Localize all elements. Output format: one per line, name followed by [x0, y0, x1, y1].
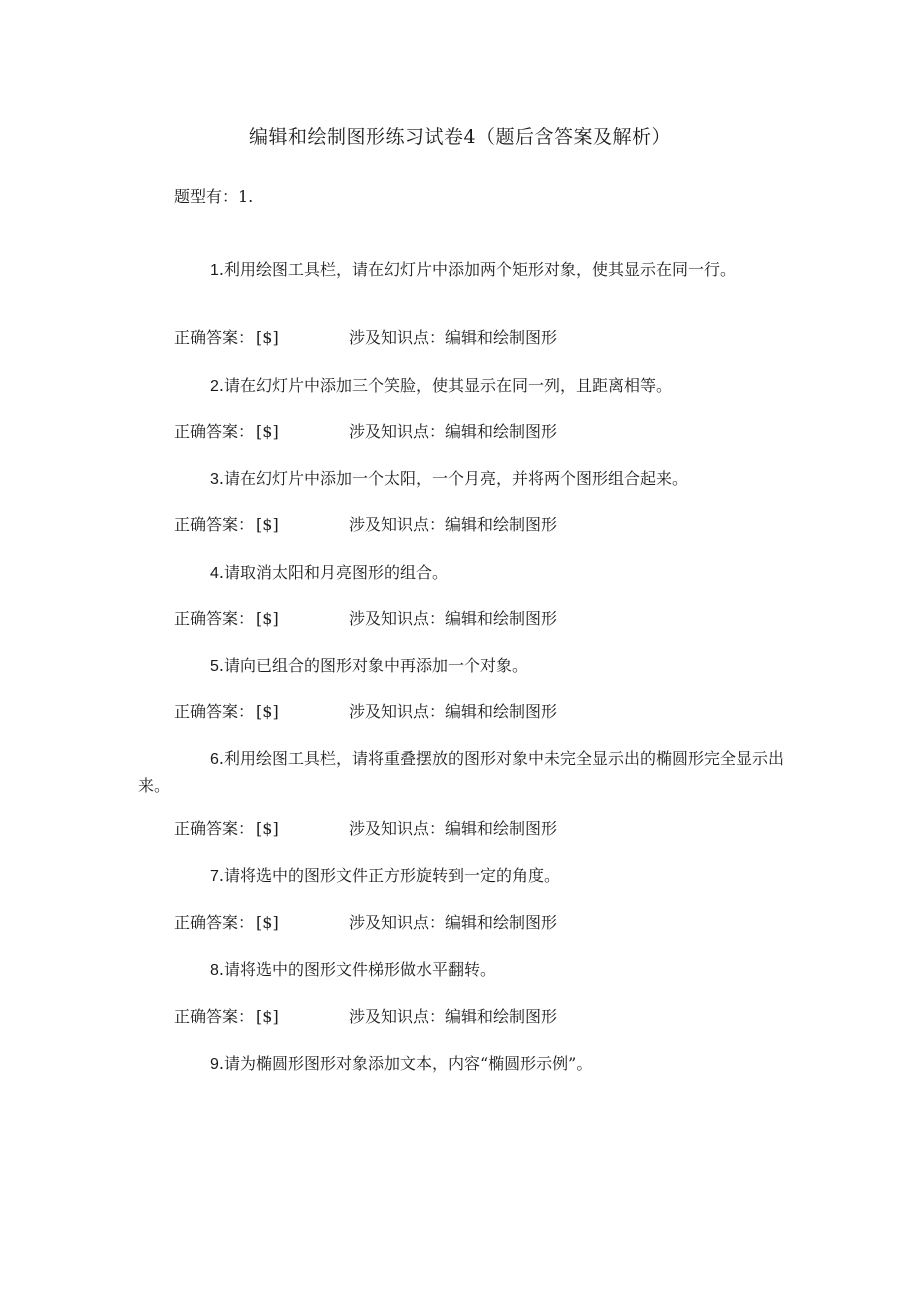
question-9: [138, 1051, 788, 1078]
answer-label: 正确答案：: [174, 913, 255, 932]
answer-value: [$]: [256, 913, 279, 932]
knowledge-point: 涉及知识点：编辑和绘制图形: [349, 1007, 558, 1026]
question-number: 4: [210, 565, 219, 582]
answer-value: [$]: [256, 609, 279, 628]
answer-row-8: [174, 1005, 558, 1029]
knowledge-point: 涉及知识点：编辑和绘制图形: [349, 422, 558, 441]
answer-label: 正确答案：: [174, 1007, 255, 1026]
answer-label: 正确答案：: [174, 515, 255, 534]
question-3: [138, 466, 788, 493]
question-text: .利用绘图工具栏，请将重叠摆放的图形对象中未完全显示出的椭圆形完全显示出来。: [138, 749, 784, 795]
question-text: .请在幻灯片中添加三个笑脸，使其显示在同一列，且距离相等。: [218, 376, 672, 395]
question-number: 2: [210, 378, 219, 395]
question-text: .请向已组合的图形对象中再添加一个对象。: [218, 656, 528, 675]
answer-row-3: [174, 513, 558, 537]
question-number: 5: [210, 658, 219, 675]
question-4: [138, 560, 788, 587]
answer-label: 正确答案：: [174, 328, 255, 347]
answer-value: [$]: [256, 515, 279, 534]
answer-row-7: [174, 911, 558, 935]
question-number: 1: [210, 262, 219, 279]
question-number: 9: [210, 1056, 219, 1073]
question-5: [138, 653, 788, 680]
question-text: .请将选中的图形文件梯形做水平翻转。: [218, 960, 496, 979]
question-text: .请在幻灯片中添加一个太阳，一个月亮，并将两个图形组合起来。: [218, 469, 688, 488]
question-7: [138, 863, 788, 890]
question-text: .请取消太阳和月亮图形的组合。: [218, 563, 448, 582]
question-number: 6: [210, 751, 219, 768]
question-2: [138, 373, 788, 400]
document-title: 编辑和绘制图形练习试卷4（题后含答案及解析）: [248, 126, 672, 148]
question-6: [138, 746, 788, 799]
question-text: .请为椭圆形图形对象添加文本，内容“椭圆形示例”。: [218, 1054, 593, 1073]
answer-value: [$]: [256, 702, 279, 721]
answer-label: 正确答案：: [174, 422, 255, 441]
knowledge-point: 涉及知识点：编辑和绘制图形: [349, 609, 558, 628]
question-type: 题型有：1.: [174, 187, 254, 206]
answer-value: [$]: [256, 422, 279, 441]
knowledge-point: 涉及知识点：编辑和绘制图形: [349, 702, 558, 721]
answer-row-4: [174, 607, 558, 631]
answer-label: 正确答案：: [174, 819, 255, 838]
knowledge-point: 涉及知识点：编辑和绘制图形: [349, 819, 558, 838]
answer-row-1: [174, 326, 558, 350]
answer-label: 正确答案：: [174, 609, 255, 628]
question-number: 8: [210, 962, 219, 979]
answer-row-6: [174, 817, 558, 841]
question-8: [138, 957, 788, 984]
question-number: 7: [210, 868, 219, 885]
knowledge-point: 涉及知识点：编辑和绘制图形: [349, 913, 558, 932]
question-1: [138, 257, 788, 284]
answer-row-5: [174, 700, 558, 724]
answer-label: 正确答案：: [174, 702, 255, 721]
answer-row-2: [174, 420, 558, 444]
knowledge-point: 涉及知识点：编辑和绘制图形: [349, 328, 558, 347]
question-text: .利用绘图工具栏，请在幻灯片中添加两个矩形对象，使其显示在同一行。: [218, 260, 736, 279]
question-text: .请将选中的图形文件正方形旋转到一定的角度。: [218, 866, 560, 885]
answer-value: [$]: [256, 1007, 279, 1026]
question-number: 3: [210, 471, 219, 488]
answer-value: [$]: [256, 819, 279, 838]
answer-value: [$]: [256, 328, 279, 347]
knowledge-point: 涉及知识点：编辑和绘制图形: [349, 515, 558, 534]
